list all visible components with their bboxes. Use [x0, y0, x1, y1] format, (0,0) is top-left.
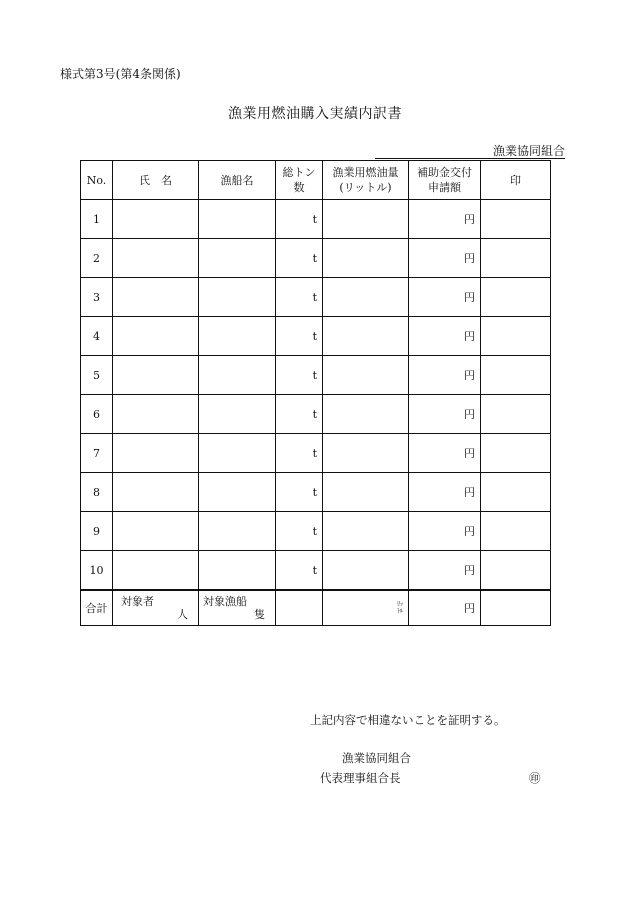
- row-boat-cell[interactable]: [199, 551, 276, 591]
- row-subsidy-cell[interactable]: 円: [409, 512, 481, 551]
- col-boat-header: 漁船名: [199, 161, 276, 200]
- total-litre-unit: ﾘｯ ﾄﾙ: [396, 601, 403, 615]
- row-seal-cell[interactable]: [481, 512, 551, 551]
- table-header-row: [81, 161, 551, 200]
- row-name-cell[interactable]: [113, 278, 199, 317]
- row-seal-cell[interactable]: [481, 434, 551, 473]
- col-name-header: 氏 名: [113, 161, 199, 200]
- table-row: [81, 551, 551, 591]
- seal-mark-icon: ㊞: [529, 771, 541, 785]
- table-row: [81, 239, 551, 278]
- row-seal-cell[interactable]: [481, 395, 551, 434]
- row-name-cell[interactable]: [113, 434, 199, 473]
- row-boat-cell[interactable]: [199, 317, 276, 356]
- row-name-cell[interactable]: [113, 239, 199, 278]
- col-tonnage-header: 総トン 数: [276, 161, 323, 200]
- total-tonnage-cell[interactable]: [276, 590, 323, 626]
- row-fuel-cell[interactable]: [323, 278, 409, 317]
- row-fuel-cell[interactable]: [323, 434, 409, 473]
- row-subsidy-cell[interactable]: 円: [409, 473, 481, 512]
- row-boat-cell[interactable]: [199, 473, 276, 512]
- fuel-record-table: [80, 160, 551, 626]
- total-persons-label: 対象者: [121, 595, 154, 608]
- row-subsidy-cell[interactable]: 円: [409, 239, 481, 278]
- row-no: 9: [81, 512, 113, 551]
- row-fuel-cell[interactable]: [323, 200, 409, 239]
- row-seal-cell[interactable]: [481, 200, 551, 239]
- row-no: 1: [81, 200, 113, 239]
- total-seal-cell[interactable]: [481, 590, 551, 626]
- row-seal-cell[interactable]: [481, 356, 551, 395]
- row-fuel-cell[interactable]: [323, 239, 409, 278]
- row-seal-cell[interactable]: [481, 239, 551, 278]
- row-subsidy-cell[interactable]: 円: [409, 356, 481, 395]
- total-boats-unit: 隻: [254, 608, 265, 621]
- table-row: [81, 317, 551, 356]
- table-row: [81, 395, 551, 434]
- table-row: [81, 434, 551, 473]
- row-fuel-cell[interactable]: [323, 395, 409, 434]
- row-fuel-cell[interactable]: [323, 356, 409, 395]
- header-union-name-field: [375, 144, 565, 159]
- row-no: 7: [81, 434, 113, 473]
- row-boat-cell[interactable]: [199, 395, 276, 434]
- row-tonnage-cell[interactable]: t: [276, 512, 323, 551]
- row-name-cell[interactable]: [113, 317, 199, 356]
- row-fuel-cell[interactable]: [323, 473, 409, 512]
- row-subsidy-cell[interactable]: 円: [409, 434, 481, 473]
- document-title: 漁業用燃油購入実績内訳書: [228, 106, 402, 122]
- row-boat-cell[interactable]: [199, 239, 276, 278]
- row-tonnage-cell[interactable]: t: [276, 278, 323, 317]
- row-no: 8: [81, 473, 113, 512]
- row-name-cell[interactable]: [113, 551, 199, 591]
- row-name-cell[interactable]: [113, 473, 199, 512]
- table-row: [81, 512, 551, 551]
- row-fuel-cell[interactable]: [323, 317, 409, 356]
- table-row: [81, 278, 551, 317]
- row-no: 10: [81, 551, 113, 591]
- row-seal-cell[interactable]: [481, 317, 551, 356]
- table-row: [81, 473, 551, 512]
- row-tonnage-cell[interactable]: t: [276, 395, 323, 434]
- row-name-cell[interactable]: [113, 200, 199, 239]
- total-label: 合計: [81, 590, 113, 626]
- header-union-name: 漁業協同組合: [492, 144, 565, 158]
- row-fuel-cell[interactable]: [323, 551, 409, 591]
- total-yen-unit: 円: [464, 602, 475, 615]
- row-subsidy-cell[interactable]: 円: [409, 200, 481, 239]
- row-tonnage-cell[interactable]: t: [276, 356, 323, 395]
- certification-statement: 上記内容で相違ないことを証明する。: [310, 713, 506, 727]
- col-seal-header: 印: [481, 161, 551, 200]
- row-no: 3: [81, 278, 113, 317]
- row-subsidy-cell[interactable]: 円: [409, 278, 481, 317]
- row-no: 5: [81, 356, 113, 395]
- total-boats-cell[interactable]: [199, 590, 276, 626]
- row-subsidy-cell[interactable]: 円: [409, 551, 481, 591]
- row-fuel-cell[interactable]: [323, 512, 409, 551]
- total-fuel-cell[interactable]: [323, 590, 409, 626]
- row-seal-cell[interactable]: [481, 551, 551, 591]
- table-total-row: [81, 590, 551, 626]
- row-tonnage-cell[interactable]: t: [276, 317, 323, 356]
- row-tonnage-cell[interactable]: t: [276, 551, 323, 591]
- row-name-cell[interactable]: [113, 356, 199, 395]
- col-subsidy-header: 補助金交付 申請額: [409, 161, 481, 200]
- total-persons-unit: 人: [177, 608, 188, 621]
- row-boat-cell[interactable]: [199, 512, 276, 551]
- col-no-header: No.: [81, 161, 113, 200]
- table-row: [81, 200, 551, 239]
- total-subsidy-cell[interactable]: [409, 590, 481, 626]
- row-boat-cell[interactable]: [199, 278, 276, 317]
- col-fuel-header: 漁業用燃油量 (リットル): [323, 161, 409, 200]
- total-boats-label: 対象漁船: [203, 595, 247, 608]
- row-seal-cell[interactable]: [481, 278, 551, 317]
- row-tonnage-cell[interactable]: t: [276, 473, 323, 512]
- signature-representative: 代表理事組合長: [320, 771, 401, 785]
- row-boat-cell[interactable]: [199, 200, 276, 239]
- total-persons-cell[interactable]: [113, 590, 199, 626]
- row-tonnage-cell[interactable]: t: [276, 200, 323, 239]
- row-tonnage-cell[interactable]: t: [276, 239, 323, 278]
- row-no: 4: [81, 317, 113, 356]
- row-name-cell[interactable]: [113, 512, 199, 551]
- row-subsidy-cell[interactable]: 円: [409, 395, 481, 434]
- row-no: 6: [81, 395, 113, 434]
- row-no: 2: [81, 239, 113, 278]
- row-tonnage-cell[interactable]: t: [276, 434, 323, 473]
- row-seal-cell[interactable]: [481, 473, 551, 512]
- row-boat-cell[interactable]: [199, 434, 276, 473]
- row-boat-cell[interactable]: [199, 356, 276, 395]
- signature-union-name: 漁業協同組合: [342, 751, 411, 765]
- row-subsidy-cell[interactable]: 円: [409, 317, 481, 356]
- table-row: [81, 356, 551, 395]
- form-number: 様式第3号(第4条関係): [60, 67, 181, 81]
- row-name-cell[interactable]: [113, 395, 199, 434]
